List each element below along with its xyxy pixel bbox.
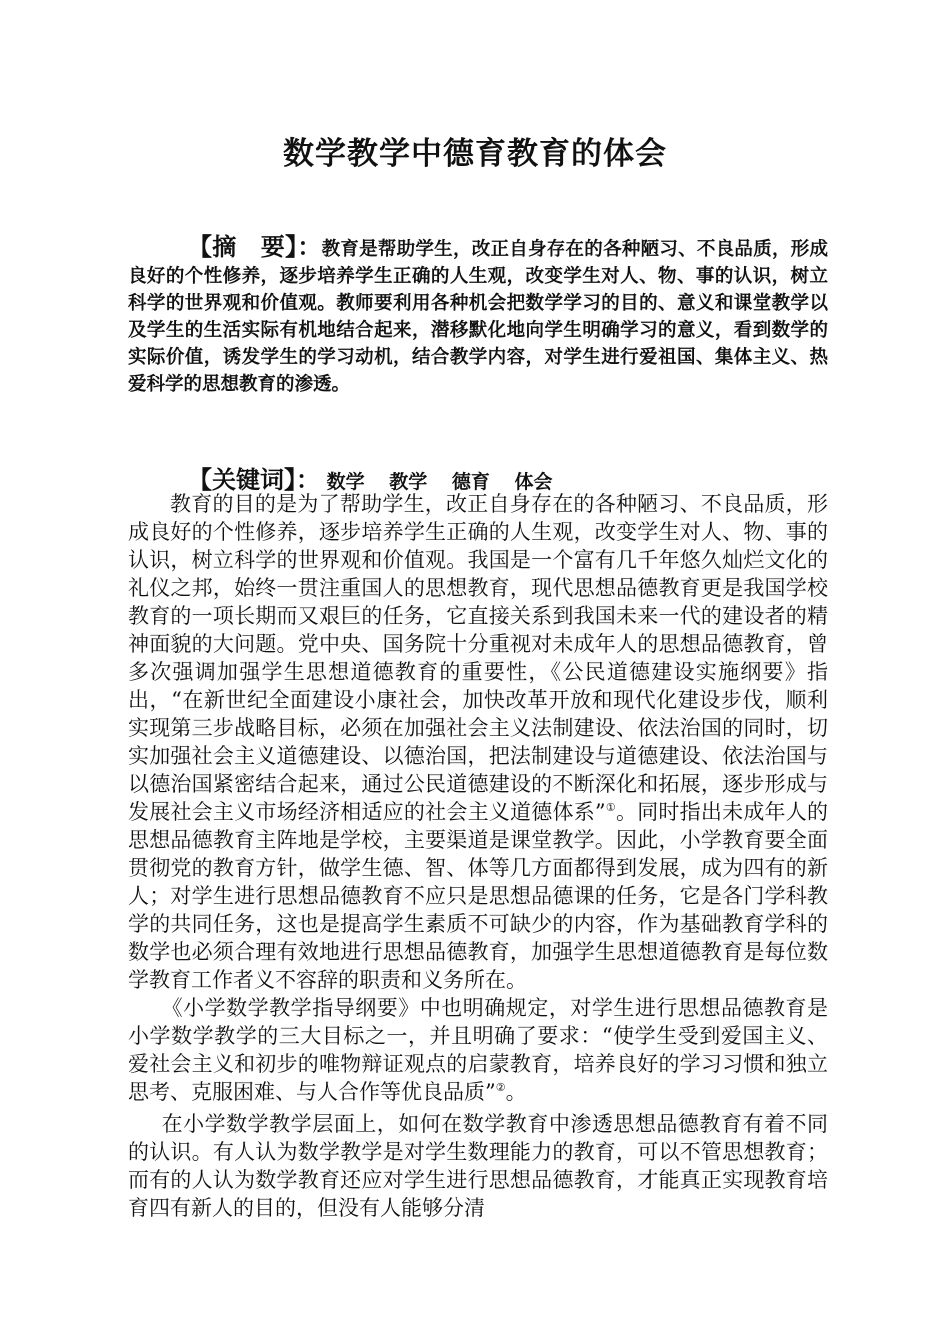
keyword-item: 德育 (451, 471, 490, 493)
abstract-section (128, 234, 828, 398)
paragraph-text: 《小学数学教学指导纲要》中也明确规定，对学生进行思想品德教育是小学数学教学的三大目标之一，并且明确了要求：“使学生受到爱国主义、爱社会主义和初步的唯物辩证观点的启蒙教育，培养良好的学习习惯和独立思考、克服困难、与人合作等优良品质” (128, 996, 828, 1104)
keywords-label: 【关键词】： (188, 466, 320, 494)
keyword-item: 体会 (514, 471, 553, 493)
paragraph-text: 教育的目的是为了帮助学生，改正自身存在的各种陋习、不良品质，形成良好的个性修养，逐步培养学生正确的人生观，改变学生对人、物、事的认识，树立科学的世界观和价值观。我国是一个富有几千年悠久灿烂文化的礼仪之邦，始终一贯注重国人的思想教育，现代思想品德教育更是我国学校教育的一项长期而又艰巨的任务，它直接关系到我国未来一代的建设者的精神面貌的大问题。党中央、国务院十分重视对未成年人的思想品德教育，曾多次强调加强学生思想道德教育的重要性，《公民道德建设实施纲要》指出，“在新世纪全面建设小康社会，加快改革开放和现代化建设步伐，顺利实现第三步战略目标，必须在加强社会主义法制建设、依法治国的同时，切实加强社会主义道德建设、以德治国，把法制建设与道德建设、依法治国与以德治国紧密结合起来，通过公民道德建设的不断深化和拓展，逐步形成与发展社会主义市场经济相适应的社会主义道德体系” (128, 492, 828, 824)
paragraph-text: 。同时指出未成年人的思想品德教育主阵地是学校，主要渠道是课堂教学。因此，小学教育要全面贯彻党的教育方针，做学生德、智、体等几方面都得到发展，成为四有的新人；对学生进行思想品德教育不应只是思想品德课的任务，它是各门学科教学的共同任务，这也是提高学生素质不可缺少的内容，作为基础教育学科的数学也必须合理有效地进行思想品德教育，加强学生思想道德教育是每位数学教育工作者义不容辞的职责和义务所在。 (128, 800, 828, 992)
abstract-text: 教育是帮助学生，改正自身存在的各种陋习、不良品质，形成良好的个性修养，逐步培养学生正确的人生观，改变学生对人、物、事的认识，树立科学的世界观和价值观。教师要利用各种机会把数学学习的目的、意义和课堂教学以及学生的生活实际有机地结合起来，潜移默化地向学生明确学习的意义，看到数学的实际价值，诱发学生的学习动机，结合教学内容，对学生进行爱祖国、集体主义、热爱科学的思想教育的渗透。 (128, 239, 828, 395)
keyword-item: 数学 (326, 471, 365, 493)
abstract-label: 【摘 要】： (188, 233, 322, 261)
body-paragraph-3: 在小学数学教学层面上，如何在数学教育中渗透思想品德教育有着不同的认识。有人认为数学教学是对学生数理能力的教育，可以不管思想教育；而有的人认为数学教育还应对学生进行思想品德教育，才能真正实现教育培育四有新人的目的，但没有人能够分清 (128, 1112, 828, 1220)
body-paragraph-2 (128, 994, 828, 1106)
paragraph-text: 。 (505, 1080, 527, 1104)
keyword-item: 教学 (389, 471, 428, 493)
body-paragraph-1 (128, 490, 828, 994)
footnote-marker: ① (605, 801, 616, 814)
document-title: 数学教学中德育教育的体会 (283, 136, 667, 172)
footnote-marker: ② (495, 1081, 506, 1094)
body-text (128, 490, 828, 1222)
